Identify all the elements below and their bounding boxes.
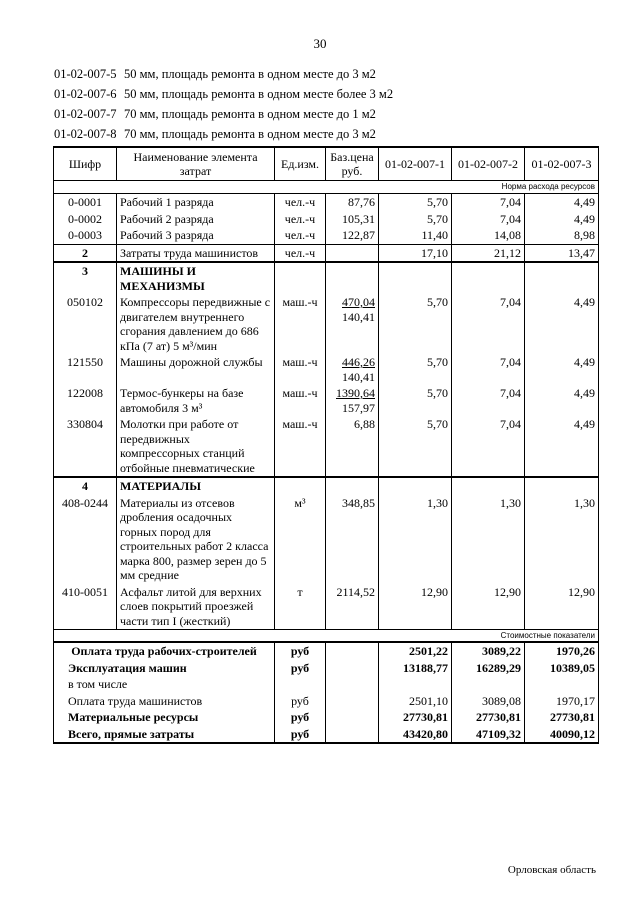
total-unit: руб xyxy=(275,642,326,660)
cell-v2: 7,04 xyxy=(452,194,525,211)
code-id: 01-02-007-7 xyxy=(54,107,117,121)
table-row xyxy=(54,211,599,228)
footer-region: Орловская область xyxy=(507,864,596,876)
section-title: МАШИНЫ И МЕХАНИЗМЫ xyxy=(117,262,275,294)
cell-unit: м³ xyxy=(275,495,326,584)
table-row xyxy=(54,385,599,416)
section-title: МАТЕРИАЛЫ xyxy=(117,477,275,495)
cell-price: 87,76 xyxy=(326,194,379,211)
cell-name: Рабочий 1 разряда xyxy=(117,194,275,211)
cell-v2: 7,04 xyxy=(452,211,525,228)
total-v3: 27730,81 xyxy=(525,709,599,726)
cell-v3: 4,49 xyxy=(525,385,599,416)
total-v2: 27730,81 xyxy=(452,709,525,726)
cell-unit: маш.-ч xyxy=(275,294,326,354)
cell-unit: маш.-ч xyxy=(275,354,326,385)
table-row xyxy=(54,495,599,584)
cell-v3: 4,49 xyxy=(525,416,599,477)
cell-v2: 7,04 xyxy=(452,416,525,477)
total-unit: руб xyxy=(275,709,326,726)
code-descriptions xyxy=(54,64,393,144)
total-v3: 40090,12 xyxy=(525,726,599,744)
norm-label-row xyxy=(54,181,599,194)
total-unit: руб xyxy=(275,660,326,677)
code-desc: 50 мм, площадь ремонта в одном месте до 3 м2 xyxy=(124,67,376,81)
cell-code: 2 xyxy=(54,244,117,262)
cell-name: Молотки при работе от передвижных компрессорных станций отбойные пневматические xyxy=(117,416,275,477)
header-col2: 01-02-007-2 xyxy=(452,147,525,181)
cell-unit: маш.-ч xyxy=(275,385,326,416)
page-number: 30 xyxy=(313,36,327,51)
total-row xyxy=(54,726,599,744)
cell-unit: т xyxy=(275,584,326,630)
cell-name: Машины дорожной службы xyxy=(117,354,275,385)
cell-v2: 7,04 xyxy=(452,354,525,385)
cell-unit: чел.-ч xyxy=(275,244,326,262)
cell-unit: чел.-ч xyxy=(275,211,326,228)
total-name: Эксплуатация машин xyxy=(54,660,275,677)
cell-code: 050102 xyxy=(54,294,117,354)
cell-unit: чел.-ч xyxy=(275,194,326,211)
norm-label: Норма расхода ресурсов xyxy=(54,181,599,194)
section-row-materials xyxy=(54,477,599,495)
code-line xyxy=(54,104,393,124)
total-v1: 43420,80 xyxy=(379,726,452,744)
cell-v3: 13,47 xyxy=(525,244,599,262)
total-name: Оплата труда рабочих-строителей xyxy=(54,642,275,660)
cell-v3: 12,90 xyxy=(525,584,599,630)
cell-name: Рабочий 3 разряда xyxy=(117,227,275,244)
code-id: 01-02-007-5 xyxy=(54,67,117,81)
total-v1: 2501,10 xyxy=(379,693,452,710)
cell-code: 408-0244 xyxy=(54,495,117,584)
machinist-row xyxy=(54,244,599,262)
code-id: 01-02-007-8 xyxy=(54,127,117,141)
cost-label: Стоимостные показатели xyxy=(54,630,599,643)
cell-name: Асфальт литой для верхних слоев покрытий проезжей части тип I (жесткий) xyxy=(117,584,275,630)
total-row xyxy=(54,709,599,726)
cell-code: 0-0001 xyxy=(54,194,117,211)
code-line xyxy=(54,64,393,84)
price-main: 1390,64 xyxy=(336,386,375,400)
cell-v1: 5,70 xyxy=(379,354,452,385)
section-row-machines xyxy=(54,262,599,294)
cell-v3: 4,49 xyxy=(525,194,599,211)
header-code: Шифр xyxy=(54,147,117,181)
total-unit: руб xyxy=(275,726,326,744)
total-v2: 47109,32 xyxy=(452,726,525,744)
cell-v2: 7,04 xyxy=(452,385,525,416)
section-code: 4 xyxy=(54,477,117,495)
table-row xyxy=(54,416,599,477)
total-v1: 27730,81 xyxy=(379,709,452,726)
cell-unit: маш.-ч xyxy=(275,416,326,477)
cell-code: 122008 xyxy=(54,385,117,416)
cost-label-row xyxy=(54,630,599,643)
cell-v2: 1,30 xyxy=(452,495,525,584)
cell-v3: 8,98 xyxy=(525,227,599,244)
cell-unit: чел.-ч xyxy=(275,227,326,244)
cell-v1: 11,40 xyxy=(379,227,452,244)
total-row xyxy=(54,676,599,693)
table-header-row xyxy=(54,147,599,181)
code-id: 01-02-007-6 xyxy=(54,87,117,101)
total-row xyxy=(54,642,599,660)
price-main: 470,04 xyxy=(342,295,375,309)
cell-code: 0-0003 xyxy=(54,227,117,244)
cell-price: 105,31 xyxy=(326,211,379,228)
cell-name: Затраты труда машинистов xyxy=(117,244,275,262)
total-row xyxy=(54,693,599,710)
cell-v2: 7,04 xyxy=(452,294,525,354)
header-unit: Ед.изм. xyxy=(275,147,326,181)
table-row xyxy=(54,584,599,630)
cell-v1: 5,70 xyxy=(379,194,452,211)
total-name: Оплата труда машинистов xyxy=(54,693,275,710)
cell-v3: 4,49 xyxy=(525,211,599,228)
cell-code: 0-0002 xyxy=(54,211,117,228)
price-secondary: 157,97 xyxy=(342,400,375,415)
cell-price xyxy=(326,354,379,385)
cell-v2: 12,90 xyxy=(452,584,525,630)
header-name: Наименование элемента затрат xyxy=(117,147,275,181)
section-code: 3 xyxy=(54,262,117,294)
cell-v3: 4,49 xyxy=(525,354,599,385)
cell-price xyxy=(326,294,379,354)
code-line xyxy=(54,84,393,104)
total-v3: 1970,26 xyxy=(525,642,599,660)
header-base-price: Баз.цена руб. xyxy=(326,147,379,181)
table-row xyxy=(54,227,599,244)
total-unit: руб xyxy=(275,693,326,710)
cell-name: Компрессоры передвижные с двигателем внутреннего сгорания давлением до 686 кПа (7 ат) 5 м³/мин xyxy=(117,294,275,354)
code-desc: 50 мм, площадь ремонта в одном месте более 3 м2 xyxy=(124,87,394,101)
cell-name: Рабочий 2 разряда xyxy=(117,211,275,228)
cell-price: 2114,52 xyxy=(326,584,379,630)
total-v2: 3089,08 xyxy=(452,693,525,710)
cell-price xyxy=(326,244,379,262)
total-name: Материальные ресурсы xyxy=(54,709,275,726)
total-name: Всего, прямые затраты xyxy=(54,726,275,744)
header-col3: 01-02-007-3 xyxy=(525,147,599,181)
cell-price: 348,85 xyxy=(326,495,379,584)
cell-code: 121550 xyxy=(54,354,117,385)
table-row xyxy=(54,194,599,211)
cell-v1: 12,90 xyxy=(379,584,452,630)
resource-table xyxy=(53,146,599,744)
cell-v2: 21,12 xyxy=(452,244,525,262)
price-secondary: 140,41 xyxy=(342,369,375,384)
total-v3: 10389,05 xyxy=(525,660,599,677)
code-desc: 70 мм, площадь ремонта в одном месте до 3 м2 xyxy=(124,127,376,141)
cell-price: 6,88 xyxy=(326,416,379,477)
cell-v1: 5,70 xyxy=(379,294,452,354)
cell-name: Материалы из отсевов дробления осадочных горных пород для строительных работ 2 класса марка 800, размер зерен до 5 мм средние xyxy=(117,495,275,584)
cell-v1: 5,70 xyxy=(379,211,452,228)
price-main: 446,26 xyxy=(342,355,375,369)
total-row xyxy=(54,660,599,677)
cell-v2: 14,08 xyxy=(452,227,525,244)
total-v2: 3089,22 xyxy=(452,642,525,660)
cell-v1: 17,10 xyxy=(379,244,452,262)
price-secondary: 140,41 xyxy=(342,309,375,324)
cell-v1: 5,70 xyxy=(379,416,452,477)
table-row xyxy=(54,294,599,354)
cell-name: Термос-бункеры на базе автомобиля 3 м³ xyxy=(117,385,275,416)
cell-v3: 1,30 xyxy=(525,495,599,584)
cell-code: 410-0051 xyxy=(54,584,117,630)
cell-v1: 1,30 xyxy=(379,495,452,584)
code-desc: 70 мм, площадь ремонта в одном месте до 1 м2 xyxy=(124,107,376,121)
cell-price xyxy=(326,385,379,416)
cell-v3: 4,49 xyxy=(525,294,599,354)
cell-price: 122,87 xyxy=(326,227,379,244)
total-v2: 16289,29 xyxy=(452,660,525,677)
table-row xyxy=(54,354,599,385)
cell-code: 330804 xyxy=(54,416,117,477)
total-v1: 13188,77 xyxy=(379,660,452,677)
cell-v1: 5,70 xyxy=(379,385,452,416)
header-col1: 01-02-007-1 xyxy=(379,147,452,181)
code-line xyxy=(54,124,393,144)
total-name: в том числе xyxy=(54,676,275,693)
total-v3: 1970,17 xyxy=(525,693,599,710)
total-v1: 2501,22 xyxy=(379,642,452,660)
